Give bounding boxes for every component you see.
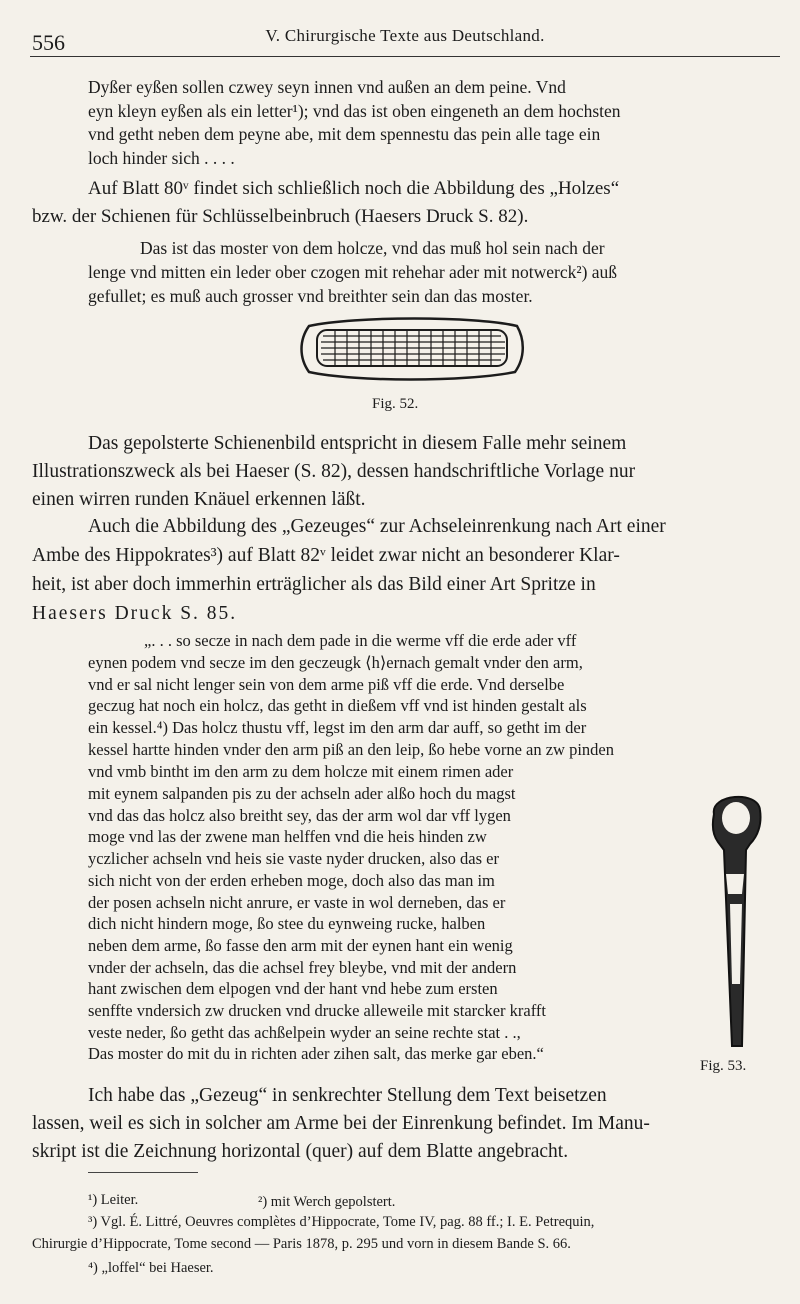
- quote3-line: geczug hat noch ein holcz, das getht in dießem vff vnd ist hinden gestalt als: [88, 696, 587, 716]
- para3-line: Ambe des Hippokrates³) auf Blatt 82ᵛ leidet zwar nicht an besonderer Klar-: [32, 545, 620, 566]
- para3-line: heit, ist aber doch immerhin erträglicher als das Bild einer Art Spritze in: [32, 574, 596, 595]
- quote1-line: Dyßer eyßen sollen czwey seyn innen vnd außen an dem peine. Vnd: [88, 77, 566, 97]
- quote3-narrow-line: sich nicht von der erden erheben moge, doch also das man im: [88, 870, 495, 890]
- quote3-narrow-line: senffte vndersich zw drucken vnd drucke alleweile mit starcker krafft: [88, 1001, 546, 1021]
- footnote-divider: [88, 1172, 198, 1173]
- quote-block-1: [88, 76, 776, 171]
- quote1-line: vnd getht neben dem peyne abe, mit dem spennestu das pein alle tage ein: [88, 124, 601, 145]
- quote3-narrow-line: der posen achseln nicht anrure, er vaste in wol derneben, das er: [88, 892, 506, 912]
- para1-line: bzw. der Schienen für Schlüsselbeinbruch (Haesers Druck S. 82).: [32, 206, 529, 227]
- splint-illustration: [295, 312, 527, 384]
- shoulder-apparatus-illustration: [700, 784, 772, 1056]
- quote1-line: eyn kleyn eyßen als ein letter¹); vnd das ist oben eingeneth an dem hochsten: [88, 100, 621, 121]
- page-number: 556: [32, 30, 65, 55]
- para2-line: einen wirren runden Knäuel erkennen läßt.: [32, 489, 366, 510]
- quote3-narrow-line: moge vnd las der zwene man helffen vnd die heis hinden zw: [88, 827, 487, 847]
- quote-block-3: [88, 630, 773, 783]
- quote3-line: kessel hartte hinden vnder den arm piß an den leip, ßo hebe vorne an zw pinden: [88, 739, 614, 759]
- paragraph-3: [32, 512, 774, 628]
- quote3-narrow-line: veste neder, ßo getht das achßelpein wyder an seine rechte stat . .,: [88, 1022, 521, 1042]
- quote2-line: gefullet; es muß auch grosser vnd breithter sein dan das moster.: [88, 286, 533, 306]
- quote3-narrow-line: neben dem arme, ßo fasse den arm mit der eynen hant ein wenig: [88, 935, 513, 955]
- quote3-narrow-line: yczlicher achseln vnd heis sie vaste nyder drucken, also das er: [88, 849, 499, 869]
- running-title: V. Chirurgische Texte aus Deutschland.: [265, 26, 545, 45]
- para3-line: Haesers Druck S. 85.: [32, 603, 238, 624]
- footnote-3-line-2: Chirurgie d’Hippocrate, Tome second — Paris 1878, p. 295 und vorn in diesem Bande S. 66.: [32, 1236, 571, 1252]
- figure-52-caption: Fig. 52.: [372, 396, 419, 412]
- quote3-narrow-line: hant zwischen dem elpogen vnd der hant vnd hebe zum ersten: [88, 979, 498, 999]
- footnote-2: ²) mit Werch gepolstert.: [258, 1194, 396, 1210]
- quote-block-3-narrow: [88, 783, 688, 1065]
- para4-line: lassen, weil es sich in solcher am Arme bei der Einrenkung befindet. Im Manu-: [32, 1113, 650, 1134]
- quote3-narrow-line: dich nicht hindern moge, ßo stee du eynweing rucke, halben: [88, 914, 486, 934]
- para3-line: Auch die Abbildung des „Gezeuges“ zur Achseleinrenkung nach Art einer: [88, 516, 666, 537]
- paragraph-4: [32, 1082, 774, 1166]
- quote3-line: eynen podem vnd secze im den geczeugk ⟨h⟩ernach gemalt vnder den arm,: [88, 652, 583, 672]
- para4-line: skript ist die Zeichnung horizontal (quer) auf dem Blatte angebracht.: [32, 1141, 569, 1162]
- paragraph-2: [32, 430, 776, 514]
- para2-line: Illustrationszweck als bei Haeser (S. 82), dessen handschriftliche Vorlage nur: [32, 461, 636, 482]
- para1-line: Auf Blatt 80ᵛ findet sich schließlich noch die Abbildung des „Holzes“: [88, 178, 620, 199]
- footnote-4: ⁴) „loffel“ bei Haeser.: [88, 1260, 214, 1276]
- footnote-1: ¹) Leiter.: [88, 1192, 139, 1208]
- quote2-line: lenge vnd mitten ein leder ober czogen mit rehehar ader mit notwerck²) auß: [88, 262, 618, 282]
- quote3-line: „. . . so secze in nach dem pade in die werme vff die erde ader vff: [144, 631, 577, 650]
- para4-line: Ich habe das „Gezeug“ in senkrechter Stellung dem Text beisetzen: [88, 1085, 607, 1106]
- quote2-line: Das ist das moster von dem holcze, vnd das muß hol sein nach der: [140, 238, 605, 258]
- footnote-3-line-1: ³) Vgl. É. Littré, Oeuvres complètes d’Hippocrate, Tome IV, pag. 88 ff.; I. E. Petrequin,: [88, 1214, 595, 1230]
- paragraph-1: [32, 175, 776, 231]
- page-header: [30, 22, 780, 57]
- quote3-line: vnd er sal nicht lenger sein von dem arme piß vff die erde. Vnd derselbe: [88, 674, 565, 694]
- quote3-line: ein kessel.⁴) Das holcz thustu vff, legst im den arm dar auff, so getht im der: [88, 718, 587, 738]
- quote3-narrow-line: Das moster do mit du in richten ader zihen salt, das merke gar eben.“: [88, 1044, 544, 1064]
- quote1-line: loch hinder sich . . . .: [88, 148, 235, 169]
- figure-53-caption: Fig. 53.: [700, 1058, 747, 1074]
- quote3-narrow-line: vnder der achseln, das die achsel frey bleybe, vnd mit der andern: [88, 957, 517, 977]
- para2-line: Das gepolsterte Schienenbild entspricht in diesem Falle mehr seinem: [88, 433, 627, 454]
- quote3-line: vnd vmb bintht im den arm zu dem holcze mit einem rimen ader: [88, 761, 514, 781]
- quote3-narrow-line: mit eynem salpanden pis zu der achseln ader alßo hoch du magst: [88, 784, 516, 803]
- quote3-narrow-line: vnd das das holcz also breitht sey, das der arm wol dar vff lygen: [88, 805, 511, 825]
- quote-block-2: [88, 236, 776, 308]
